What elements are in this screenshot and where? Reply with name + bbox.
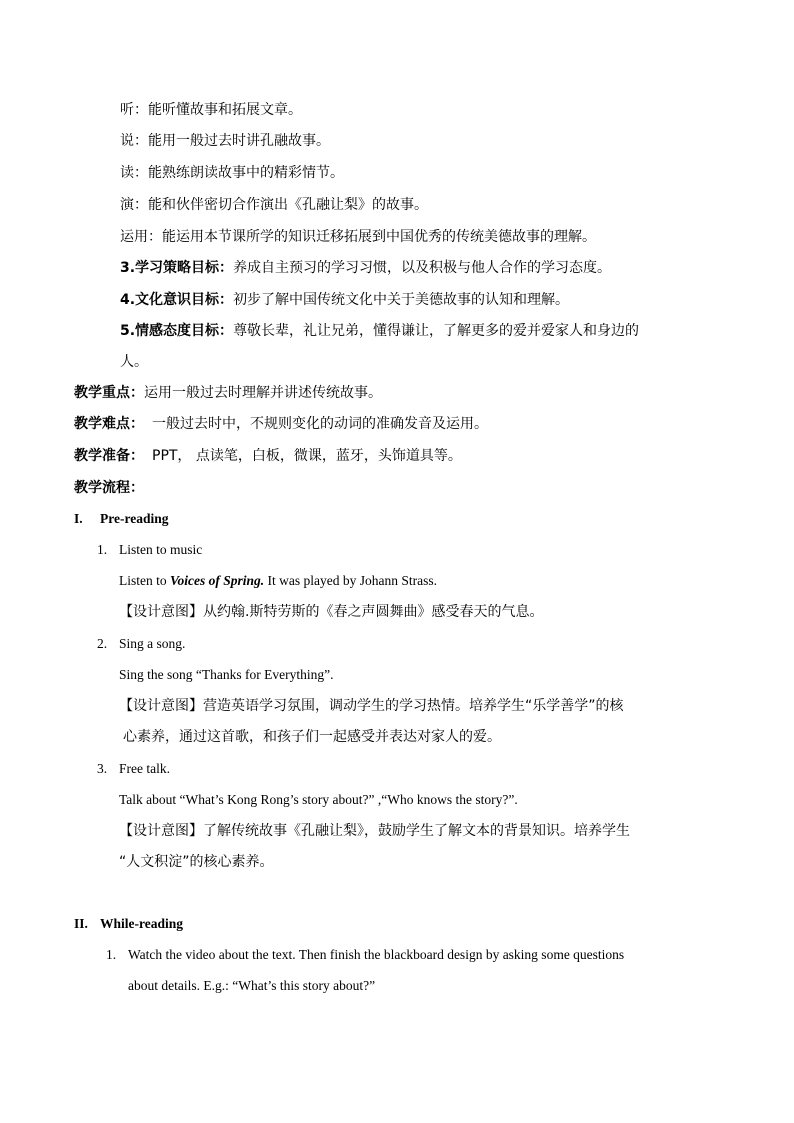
objective-apply: 运用：能运用本节课所学的知识迁移拓展到中国优秀的传统美德故事的理解。	[120, 229, 596, 245]
objective-act: 演：能和伙伴密切合作演出《孔融让梨》的故事。	[120, 197, 428, 213]
goal-emotion-cont: 人。	[120, 354, 148, 370]
goal-culture: 4.文化意识目标：初步了解中国传统文化中关于美德故事的认知和理解。	[120, 292, 570, 308]
objective-read: 读：能熟练朗读故事中的精彩情节。	[120, 165, 344, 181]
difficulties: 教学难点： 一般过去时中，不规则变化的动词的准确发音及运用。	[74, 416, 488, 432]
section-heading-pre-reading: I. Pre-reading	[74, 511, 169, 526]
step-free-talk-detail: Talk about “What’s Kong Rong’s story about?” ,“Who knows the story?”.	[119, 792, 518, 807]
procedure-heading: 教学流程：	[74, 480, 144, 496]
section-heading-while-reading: II. While-reading	[74, 916, 184, 931]
design-intent-1: 【设计意图】从约翰.斯特劳斯的《春之声圆舞曲》感受春天的气息。	[119, 604, 544, 620]
step-free-talk: 3. Free talk.	[97, 761, 170, 776]
objective-listen: 听：能听懂故事和拓展文章。	[120, 102, 302, 118]
design-intent-3-cont: “人文积淀”的核心素养。	[119, 854, 274, 870]
step-listen-detail: Listen to Voices of Spring. It was played by Johann Strass.	[119, 573, 437, 588]
goal-strategy: 3.学习策略目标：养成自主预习的学习习惯，以及积极与他人合作的学习态度。	[120, 260, 612, 276]
preparation: 教学准备： PPT， 点读笔，白板，微课，蓝牙，头饰道具等。	[74, 448, 462, 464]
goal-emotion: 5.情感态度目标：尊敬长辈，礼让兄弟，懂得谦让，了解更多的爱并爱家人和身边的	[120, 323, 640, 339]
design-intent-2-cont: 心素养，通过这首歌，和孩子们一起感受并表达对家人的爱。	[123, 729, 501, 745]
step-sing-song: 2. Sing a song.	[97, 636, 186, 651]
step-sing-detail: Sing the song “Thanks for Everything”.	[119, 667, 334, 682]
step-watch-video-cont: about details. E.g.: “What’s this story about?”	[128, 978, 376, 993]
key-points: 教学重点：运用一般过去时理解并讲述传统故事。	[74, 385, 382, 401]
design-intent-3: 【设计意图】了解传统故事《孔融让梨》，鼓励学生了解文本的背景知识。培养学生	[119, 823, 630, 839]
step-listen-music: 1. Listen to music	[97, 542, 203, 557]
step-watch-video: 1. Watch the video about the text. Then finish the blackboard design by asking some questions	[106, 947, 625, 962]
design-intent-2: 【设计意图】营造英语学习氛围，调动学生的学习热情。培养学生“乐学善学”的核	[119, 698, 624, 714]
objective-speak: 说：能用一般过去时讲孔融故事。	[120, 133, 330, 149]
